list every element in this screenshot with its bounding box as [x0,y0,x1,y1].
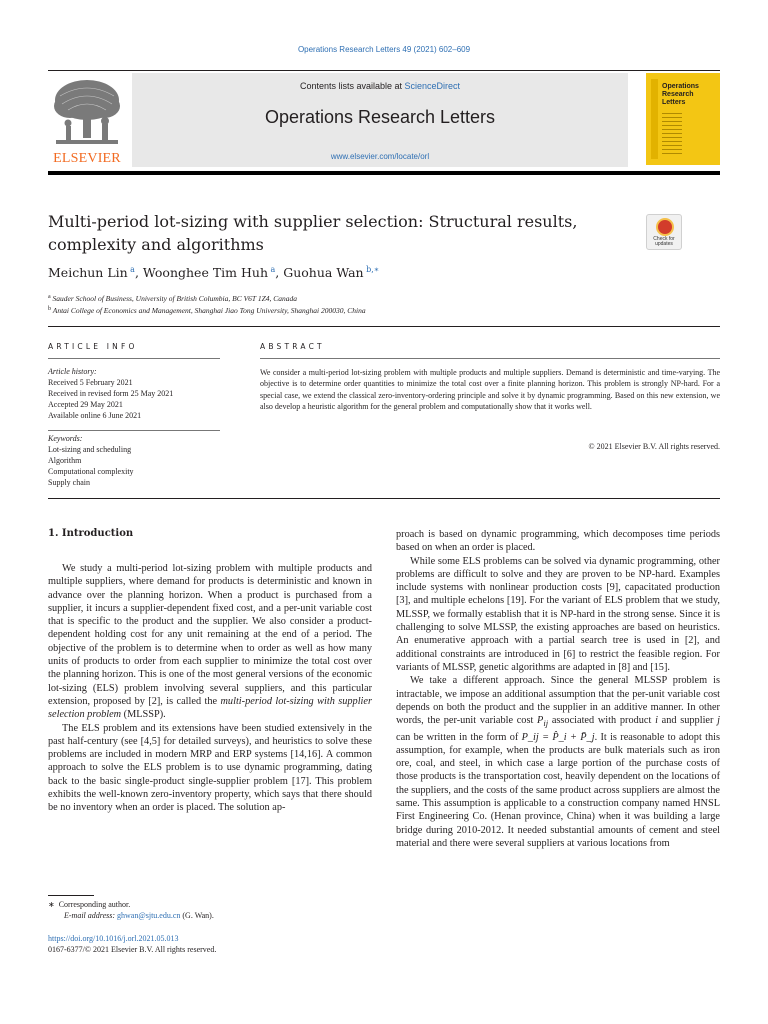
article-title: Multi-period lot-sizing with supplier selection: Structural results, complexity and algorithms [48,212,578,254]
check-for-updates-button[interactable] [646,214,682,250]
math-formula: P_ij = P̂_i + P̄_j [521,731,595,743]
header-bottom-rule [48,171,720,175]
author-name[interactable]: Woonghee Tim Huh [142,265,268,280]
history-item: Accepted 29 May 2021 [48,400,123,409]
article-history [48,366,220,421]
issn-line: 0167-6377/© 2021 Elsevier B.V. All rights reserved. [48,945,217,954]
paragraph-text: can be written in the form of [396,731,522,743]
affiliation-mark: b [48,306,51,312]
affiliation-text: Antai College of Economics and Management, Shanghai Jiao Tong University, Shanghai 200030, China [52,306,366,315]
author-list: Meichun Lin $^a$, Woonghee Tim Huh $^a$, Guohua Wan $^{b,∗}$ [48,265,380,280]
paragraph-text: . It is reasonable to adopt this assumption, for example, when the products are bulk materials such as iron ore, coal, and steel, in which case a large portion of the purchase costs of those products is the transportation cost, heavily dependent on the locations of the suppliers, and the costs of the same product across suppliers are almost the same. This assumption is applicable to a construction company named HNSL First Engineering Co. (Henan province, China) when it was building a large bridge during 2010-2012. It needed substantial amounts of cement and steel material and there were several suppliers at various locations from [396,731,721,849]
history-item: Received 5 February 2021 [48,378,133,387]
affiliation-item [48,292,366,304]
body-paragraph: proach is based on dynamic programming, which decomposes time periods based on when an order is placed. [396,529,720,554]
affiliations [48,292,366,316]
crossmark-label-line: updates [655,241,673,247]
paragraph-text: and supplier [657,715,718,727]
paragraph-text: associated with product [548,715,656,727]
keyword-item: Supply chain [48,478,90,487]
keyword-item: Computational complexity [48,467,134,476]
body-paragraph: The ELS problem and its extensions have been studied extensively in the past half-century (see [4,5] for detailed surveys), and heuristics to solve these problems are included in modern MRP and ERP systems [14,16]. A common approach to solve the ELS problem is to use dynamic programming, dating back to the basic single-product single-supplier problem [17]. This problem exhibits the well-known zero-inventory property, which says that there should be no inventory when an order is placed. The solution ap- [48,722,372,814]
footnote [48,899,214,921]
article-info-rule [48,358,220,359]
keywords-label: Keywords: [48,434,83,443]
keywords [48,433,220,488]
author-name[interactable]: Meichun Lin [48,265,128,280]
history-item: Available online 6 June 2021 [48,411,142,420]
math-symbol: j [717,715,721,727]
journal-reference[interactable]: Operations Research Letters 49 (2021) 602–609 [297,45,471,54]
journal-cover-thumbnail[interactable] [646,73,720,165]
doi-link[interactable]: https://doi.org/10.1016/j.orl.2021.05.013 [48,934,179,943]
elsevier-tree-icon [48,76,126,150]
keyword-item: Algorithm [48,456,82,465]
article-info-heading: ARTICLE INFO [48,342,138,351]
contents-available-line [132,81,628,91]
footnote-text: (G. Wan). [180,911,214,920]
body-column-right [396,528,720,850]
sciencedirect-link[interactable]: ScienceDirect [404,81,461,91]
cover-title-line: Operations [662,83,699,90]
abstract-text: We consider a multi-period lot-sizing problem with multiple products and multiple suppliers. Demand is deterministic and time-varying. The objective is to determine order quantities to minimize the total cost over a finite planning horizon. This problem is strongly NP-hard. For a special case, we extend the classical zero-inventory-ordering principle and solve it by dynamic programming. Based on this new extension, we also develop a heuristic algorithm for the general problem and computationally show that it works well. [260,368,720,411]
keyword-item: Lot-sizing and scheduling [48,445,132,454]
journal-header-box [132,73,628,167]
affiliation-item [48,304,366,316]
journal-url-link[interactable]: www.elsevier.com/locate/orl [330,152,430,161]
email-note [48,910,214,921]
math-symbol: P [537,715,544,727]
keywords-rule [48,430,220,431]
page-footer [48,933,216,955]
corresponding-author-note [48,899,214,910]
affiliation-text: Sauder School of Business, University of British Columbia, BC V6T 1Z4, Canada [52,294,297,303]
author-name[interactable]: Guohua Wan [283,265,364,280]
body-column-left [48,562,372,815]
crossmark-icon [646,214,682,250]
cover-text-lines [662,113,682,157]
elsevier-wordmark: ELSEVIER [53,151,121,166]
crossmark-label-line: Check for [653,236,675,242]
author-affiliation-mark[interactable]: a [130,265,135,274]
history-item: Received in revised form 25 May 2021 [48,389,174,398]
footnote-text: Corresponding author. [58,900,131,909]
cover-side-strip [651,79,658,159]
front-matter-end-rule [48,498,720,499]
crossmark-circle [656,218,674,236]
affiliation-mark: a [48,294,51,300]
math-subscript: ij [543,718,549,729]
body-paragraph [48,562,372,722]
email-link[interactable]: ghwan@sjtu.edu.cn [117,911,181,920]
journal-title: Operations Research Letters [264,107,496,127]
contents-prefix: Contents lists available at [299,81,405,91]
body-paragraph: While some ELS problems can be solved via dynamic programming, other problems are difficult to solve and they are proven to be NP-hard. Examples include systems with nonlinear production costs [9], capacitated production [3], and multiple echelons [19]. For the variant of ELS problem that we study, MLSSP, we formally establish that it is NP-hard in the strong sense. Since it is challenging to solve MLSSP, the existing approaches are based on heuristics. An enumerative approach with a partial search tree is used in [2], and additional constraints are introduced in [6] to restrict the feasible region. For variants of MLSSP, genetic algorithms are adapted in [8] and [15]. [396,555,720,673]
crossmark-label [647,237,681,247]
body-paragraph [396,674,720,850]
paragraph-text: (MLSSP). [121,709,166,721]
article-history-label: Article history: [48,367,97,376]
front-matter-rule [48,326,720,327]
cover-title-line: Letters [662,99,686,106]
cover-title-line: Research [662,91,694,98]
header-top-rule [48,70,720,71]
paragraph-italic-term: multi-period lot-sizing with supplier selection problem [48,695,372,721]
section-title-introduction: 1. Introduction [48,528,134,539]
abstract-heading: ABSTRACT [260,342,325,351]
email-label: E-mail address: [64,911,118,920]
cover-title [662,83,699,107]
abstract-rule [260,358,720,359]
paragraph-text: We take a different approach. Since the general MLSSP problem is intractable, we impose an additional assumption that the per-unit variable cost depends on both the product and the supplier in an additive manner. In other words, the per-unit variable cost [396,675,720,727]
abstract-copyright: © 2021 Elsevier B.V. All rights reserved. [588,442,720,451]
math-symbol: i [655,715,658,727]
paragraph-text: We study a multi-period lot-sizing problem with multiple products and multiple suppliers, where demand for products is deterministic and known in advance over the planning horizon. When a product is purchased from a supplier, it incurs a supplier-dependent fixed cost, and a per-unit variable cost that is specific to the product and the supplier. We also consider a product-dependent holding cost for any unit remaining at the end of a period. The objective of the problem is to determine when to order as well as how many units of products to order from each supplier to minimize the total cost over the planning horizon. This is one of the most general versions of the economic lot-sizing (ELS) problem involving several suppliers, and this particular extension, proposed by [2], is called the [48,563,372,707]
author-affiliation-mark[interactable]: a [270,265,276,274]
author-affiliation-mark[interactable]: b,∗ [366,265,380,274]
footnote-mark: ∗ [48,900,55,909]
elsevier-logo[interactable] [48,76,126,164]
footnote-rule [48,895,94,896]
